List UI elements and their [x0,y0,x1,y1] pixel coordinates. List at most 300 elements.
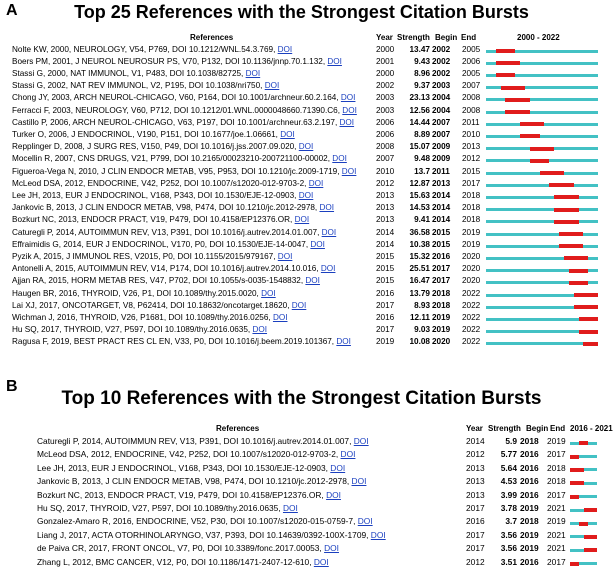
year-cell: 2012 [466,556,485,567]
strength-cell: 3.99 [500,489,517,500]
panel-b-header-strength: Strength [488,424,521,433]
reference-text [12,215,309,224]
end-cell: 2019 [547,436,566,446]
reference-citation: Antonelli A, 2015, AUTOIMMUN REV, V14, P174, DOI 10.1016/j.autrev.2014.10.016, [12,264,321,274]
doi-link[interactable]: DOI [298,190,314,200]
burst-segment [583,342,598,346]
table-row [0,167,603,179]
reference-citation: Repplinger D, 2008, J SURG RES, V150, P49, DOI 10.1016/j.jss.2007.09.020, [12,142,299,152]
reference-text [37,490,341,500]
year-cell: 2006 [376,117,395,127]
reference-citation: Nolte KW, 2000, NEUROLOGY, V54, P769, DOI 10.1212/WNL.54.3.769, [12,44,278,54]
doi-link[interactable]: DOI [277,44,293,54]
end-cell: 2021 [547,503,566,513]
year-cell: 2014 [466,436,485,446]
doi-link[interactable]: DOI [339,117,355,127]
reference-text [12,93,355,102]
strength-cell: 5.77 [500,449,517,460]
reference-text [12,264,335,273]
reference-text [12,45,292,54]
table-row [0,449,603,462]
reference-citation: Hu SQ, 2017, THYROID, V27, P597, DOI 10.1089/thy.2016.0635, [37,503,283,513]
reference-citation: Ajjan RA, 2015, HORM METAB RES, V47, P702, DOI 10.1055/s-0035-1548832, [12,276,306,286]
table-row [0,215,603,227]
table-row [0,240,603,252]
reference-text [12,106,357,115]
table-row [0,154,603,166]
reference-citation: Turker O, 2006, J ENDOCRINOL, V190, P151, DOI 10.1677/joe.1.06661, [12,129,281,139]
table-row [0,503,603,516]
year-cell: 2017 [376,325,395,335]
strength-cell: 9.03 [414,325,430,335]
year-cell: 2000 [376,44,395,54]
panel-b-header-range: 2016 - 2021 [570,424,613,433]
timeline-bar [486,208,598,211]
table-row [0,69,603,81]
year-cell: 2016 [466,516,485,527]
reference-citation: Lee JH, 2013, EUR J ENDOCRINOL, V168, P343, DOI 10.1530/EJE-12-0903, [37,462,331,473]
panel-b-title: Top 10 References with the Strongest Citation Bursts [61,388,542,409]
year-cell: 2012 [376,178,395,188]
reference-citation: Haugen BR, 2016, THYROID, V26, P1, DOI 10.1089/thy.2015.0020, [12,288,262,298]
begin-cell: 2007 [432,129,451,139]
doi-link[interactable]: DOI [324,543,339,554]
end-cell: 2021 [547,543,566,554]
strength-cell: 3.56 [500,543,517,554]
strength-cell: 23.13 [409,93,430,103]
reference-citation: Mocellin R, 2007, CNS DRUGS, V21, P799, DOI 10.2165/00023210-200721100-00002, [12,154,333,164]
table-row [0,476,603,489]
burst-segment [505,98,529,102]
strength-cell: 16.47 [409,276,430,286]
burst-segment [496,73,515,77]
table-row [0,228,603,240]
end-cell: 2011 [462,117,480,127]
reference-citation: Ferracci F, 2003, NEUROLOGY, V60, P712, DOI 10.1212/01.WNL.0000048660.71390.C6, [12,105,343,115]
begin-cell: 2009 [432,142,451,152]
end-cell: 2019 [462,227,481,237]
table-row [0,557,603,570]
doi-link[interactable]: DOI [341,166,357,176]
reference-citation: McLeod DSA, 2012, ENDOCRINE, V42, P252, DOI 10.1007/s12020-012-9703-2, [12,178,309,188]
begin-cell: 2018 [432,300,451,310]
begin-cell: 2015 [432,239,451,249]
reference-text [12,252,292,261]
begin-cell: 2019 [520,503,539,513]
year-cell: 2008 [376,142,395,152]
table-row [0,301,603,313]
end-cell: 2019 [462,239,481,249]
reference-citation: Figueroa-Vega N, 2010, J CLIN ENDOCR METAB, V95, P953, DOI 10.1210/jc.2009-1719, [12,166,342,176]
strength-cell: 14.53 [409,203,430,213]
strength-cell: 3.7 [505,516,517,527]
doi-link[interactable]: DOI [320,264,336,274]
year-cell: 2015 [376,251,395,261]
begin-cell: 2016 [432,251,451,261]
doi-link[interactable]: DOI [313,556,329,567]
begin-cell: 2019 [520,529,539,540]
begin-cell: 2018 [520,436,539,446]
strength-cell: 12.87 [409,178,430,188]
year-cell: 2017 [376,300,395,310]
end-cell: 2006 [462,56,481,66]
reference-text [37,530,386,540]
year-cell: 2007 [376,154,395,164]
table-row [0,142,603,154]
burst-segment [496,61,520,65]
year-cell: 2001 [376,56,395,66]
doi-link[interactable]: DOI [326,489,341,500]
strength-cell: 4.53 [500,476,517,487]
table-row [0,203,603,215]
reference-text [12,154,347,163]
burst-segment [570,495,579,499]
timeline-bar [486,342,598,345]
doi-link[interactable]: DOI [336,337,351,347]
year-cell: 2013 [466,462,485,473]
doi-link[interactable]: DOI [340,93,356,103]
year-cell: 2014 [376,239,395,249]
table-row [0,179,603,191]
reference-text [12,289,276,298]
burst-segment [549,183,573,187]
panel-b-header-end: End [550,424,566,433]
strength-cell: 5.64 [500,462,517,473]
reference-citation: Ragusa F, 2019, BEST PRACT RES CL EN, V33, P0, DOI 10.1016/j.beem.2019.101367, [12,337,337,347]
reference-citation: Bozkurt NC, 2013, ENDOCR PRACT, V19, P479, DOI 10.4158/EP12376.OR, [12,215,295,225]
table-row [0,252,603,264]
table-row [0,118,603,130]
year-cell: 2003 [376,93,395,103]
burst-segment [574,305,598,309]
end-cell: 2017 [547,489,566,500]
burst-segment [530,159,549,163]
begin-cell: 2017 [432,276,451,286]
table-row [0,57,603,69]
burst-segment [559,244,583,248]
burst-segment [520,134,539,138]
doi-link[interactable]: DOI [370,529,386,540]
table-row [0,276,603,288]
end-cell: 2022 [462,325,481,335]
begin-cell: 2019 [432,312,451,322]
strength-cell: 13.79 [409,288,430,298]
year-cell: 2003 [376,105,395,115]
reference-citation: de Paiva CR, 2017, FRONT ONCOL, V7, P0, DOI 10.3389/fonc.2017.00053, [37,543,325,554]
begin-cell: 2018 [520,516,539,527]
doi-link[interactable]: DOI [282,503,298,513]
reference-text [12,167,356,176]
reference-text [37,516,373,526]
panel-a-header-range: 2000 - 2022 [517,33,560,42]
burst-segment [570,455,579,459]
reference-citation: Pyzik A, 2015, J IMMUNOL RES, V2015, P0, DOI 10.1155/2015/979167, [12,251,278,261]
year-cell: 2013 [376,215,395,225]
begin-cell: 2016 [520,449,539,460]
timeline-bar [486,184,598,187]
burst-segment [574,293,598,297]
doi-link[interactable]: DOI [294,215,310,225]
doi-link[interactable]: DOI [252,325,268,335]
strength-cell: 5.9 [505,436,517,446]
table-row [0,106,603,118]
doi-link[interactable]: DOI [321,227,337,237]
strength-cell: 3.51 [500,556,517,567]
timeline-bar [486,220,598,223]
timeline-bar [486,135,598,138]
year-cell: 2017 [466,503,485,513]
strength-cell: 15.63 [409,190,430,200]
panel-a-header-strength: Strength [397,33,430,42]
burst-segment [554,220,578,224]
burst-segment [569,269,588,273]
end-cell: 2007 [462,81,481,91]
strength-cell: 12.11 [409,312,430,322]
burst-segment [501,86,525,90]
table-row [0,325,603,337]
begin-cell: 2017 [432,264,451,274]
end-cell: 2017 [462,178,481,188]
timeline-bar [486,196,598,199]
reference-citation: Effraimidis G, 2014, EUR J ENDOCRINOL, V170, P0, DOI 10.1530/EJE-14-0047, [12,239,311,249]
begin-cell: 2018 [432,288,451,298]
burst-segment [579,317,598,321]
strength-cell: 13.7 [414,166,430,176]
doi-link[interactable]: DOI [342,105,357,115]
timeline-bar [486,98,598,101]
panel-b-letter: B [6,378,18,395]
reference-text [12,191,313,200]
burst-segment [520,122,544,126]
year-cell: 2015 [376,276,395,286]
reference-text [12,69,260,78]
year-cell: 2017 [466,543,485,554]
reference-citation: Jankovic B, 2013, J CLIN ENDOCR METAB, V98, P474, DOI 10.1210/jc.2012-2978, [37,476,352,487]
end-cell: 2018 [462,190,481,200]
year-cell: 2013 [376,190,395,200]
reference-text [12,130,295,139]
end-cell: 2020 [462,264,481,274]
reference-text [37,449,355,459]
end-cell: 2017 [547,556,566,567]
strength-cell: 12.56 [409,105,430,115]
end-cell: 2022 [462,337,481,347]
burst-segment [569,281,588,285]
begin-cell: 2004 [432,105,451,115]
reference-citation: Lai XJ, 2017, ONCOTARGET, V8, P62414, DOI 10.18632/oncotarget.18620, [12,300,292,310]
table-row [0,289,603,301]
table-row [0,81,603,93]
doi-link[interactable]: DOI [351,476,367,487]
reference-text [12,228,336,237]
doi-link[interactable]: DOI [272,312,288,322]
reference-citation: Chong JY, 2003, ARCH NEUROL-CHICAGO, V60, P164, DOI 10.1001/archneur.60.2.164, [12,93,341,103]
strength-cell: 14.44 [409,117,430,127]
end-cell: 2022 [462,288,481,298]
reference-text [12,118,354,127]
year-cell: 2019 [376,337,395,347]
year-cell: 2013 [466,476,485,487]
end-cell: 2008 [462,93,481,103]
reference-text [12,301,306,310]
panel-b-header-year: Year [466,424,483,433]
table-row [0,436,603,449]
reference-text [12,337,351,346]
doi-link[interactable]: DOI [277,251,293,261]
table-row [0,490,603,503]
year-cell: 2016 [376,312,395,322]
strength-cell: 8.93 [414,300,430,310]
year-cell: 2006 [376,129,395,139]
burst-segment [570,481,584,485]
reference-citation: Bozkurt NC, 2013, ENDOCR PRACT, V19, P479, DOI 10.4158/EP12376.OR, [37,489,327,500]
strength-cell: 9.37 [414,81,430,91]
end-cell: 2020 [462,251,481,261]
burst-segment [505,110,529,114]
begin-cell: 2014 [432,190,451,200]
table-row [0,337,603,349]
panel-a-header-references: References [190,33,234,42]
reference-citation: Zhang L, 2012, BMC CANCER, V12, P0, DOI 10.1186/1471-2407-12-610, [37,556,314,567]
strength-cell: 8.96 [414,68,430,78]
strength-cell: 10.08 [409,337,430,347]
begin-cell: 2019 [432,325,451,335]
strength-cell: 36.58 [409,227,430,237]
doi-link[interactable]: DOI [357,516,373,527]
begin-cell: 2016 [520,476,539,487]
end-cell: 2020 [462,276,481,286]
year-cell: 2012 [466,449,485,460]
doi-link[interactable]: DOI [310,239,325,249]
end-cell: 2008 [462,105,481,115]
begin-cell: 2007 [432,117,451,127]
begin-cell: 2016 [520,489,539,500]
reference-text [12,325,267,334]
year-cell: 2013 [466,489,485,500]
end-cell: 2013 [462,142,481,152]
burst-segment [564,256,588,260]
reference-text [37,476,366,486]
burst-segment [559,232,583,236]
table-row [0,463,603,476]
table-row [0,313,603,325]
panel-a-header-begin: Begin [435,33,458,42]
strength-cell: 3.78 [500,503,517,513]
end-cell: 2018 [547,476,566,487]
panel-a-title: Top 25 References with the Strongest Citation Bursts [74,2,529,22]
doi-link[interactable]: DOI [264,81,280,91]
burst-segment [570,562,579,566]
end-cell: 2010 [462,129,481,139]
reference-text [12,179,323,188]
reference-citation: Gonzalez-Amaro R, 2016, ENDOCRINE, V52, P30, DOI 10.1007/s12020-015-0759-7, [37,516,358,527]
panel-b-header-begin: Begin [526,424,549,433]
end-cell: 2019 [547,516,566,527]
reference-text [12,203,334,212]
table-row [0,543,603,556]
reference-citation: Hu SQ, 2017, THYROID, V27, P597, DOI 10.1089/thy.2016.0635, [12,325,253,335]
doi-link[interactable]: DOI [245,68,261,78]
begin-cell: 2014 [432,215,451,225]
strength-cell: 13.47 [409,44,430,54]
table-row [0,264,603,276]
year-cell: 2014 [376,227,395,237]
reference-citation: Lee JH, 2013, EUR J ENDOCRINOL, V168, P343, DOI 10.1530/EJE-12-0903, [12,190,299,200]
doi-link[interactable]: DOI [330,462,346,473]
begin-cell: 2020 [432,337,451,347]
strength-cell: 8.89 [414,129,430,139]
panel-b-header-references: References [216,424,260,433]
begin-cell: 2002 [432,44,451,54]
doi-link[interactable]: DOI [327,56,342,66]
burst-segment [579,330,598,334]
doi-link[interactable]: DOI [298,142,314,152]
doi-link[interactable]: DOI [319,203,335,213]
doi-link[interactable]: DOI [332,154,347,164]
doi-link[interactable]: DOI [305,276,320,286]
end-cell: 2005 [462,44,481,54]
strength-cell: 10.38 [409,239,430,249]
end-cell: 2017 [547,449,566,460]
begin-cell: 2013 [432,178,451,188]
reference-citation: Caturegli P, 2014, AUTOIMMUN REV, V13, P391, DOI 10.1016/j.autrev.2014.01.007, [37,436,354,446]
doi-link[interactable]: DOI [280,129,295,139]
reference-text [12,57,342,66]
reference-citation: Jankovic B, 2013, J CLIN ENDOCR METAB, V98, P474, DOI 10.1210/jc.2012-2978, [12,203,320,213]
doi-link[interactable]: DOI [291,300,307,310]
end-cell: 2021 [547,529,566,540]
table-row [0,191,603,203]
strength-cell: 9.48 [414,154,430,164]
year-cell: 2002 [376,81,395,91]
begin-cell: 2002 [432,68,451,78]
table-row [0,530,603,543]
reference-citation: Castillo P, 2006, ARCH NEUROL-CHICAGO, V63, P197, DOI 10.1001/archneur.63.2.197, [12,117,340,127]
reference-text [37,436,369,446]
begin-cell: 2002 [432,56,451,66]
begin-cell: 2011 [432,166,450,176]
doi-link[interactable]: DOI [308,178,324,188]
reference-citation: McLeod DSA, 2012, ENDOCRINE, V42, P252, DOI 10.1007/s12020-012-9703-2, [37,449,341,460]
end-cell: 2005 [462,68,481,78]
burst-segment [554,208,578,212]
year-cell: 2016 [376,288,395,298]
doi-link[interactable]: DOI [353,436,369,446]
reference-text [12,142,313,151]
reference-text [12,276,320,285]
strength-cell: 25.51 [409,264,430,274]
reference-text [37,557,329,567]
reference-citation: Liang J, 2017, ACTA OTORHINOLARYNGO, V37, P393, DOI 10.14639/0392-100X-1709, [37,529,371,540]
year-cell: 2017 [466,529,485,540]
reference-text [37,463,345,473]
table-row [0,45,603,57]
table-row [0,516,603,529]
burst-segment [579,441,588,445]
burst-segment [584,535,598,539]
begin-cell: 2009 [432,154,451,164]
end-cell: 2012 [462,154,481,164]
doi-link[interactable]: DOI [261,288,276,298]
burst-segment [570,468,584,472]
begin-cell: 2014 [432,203,451,213]
reference-text [37,503,298,513]
end-cell: 2018 [462,215,481,225]
strength-cell: 9.41 [414,215,430,225]
doi-link[interactable]: DOI [340,449,356,460]
strength-cell: 15.32 [409,251,430,261]
end-cell: 2015 [462,166,481,176]
